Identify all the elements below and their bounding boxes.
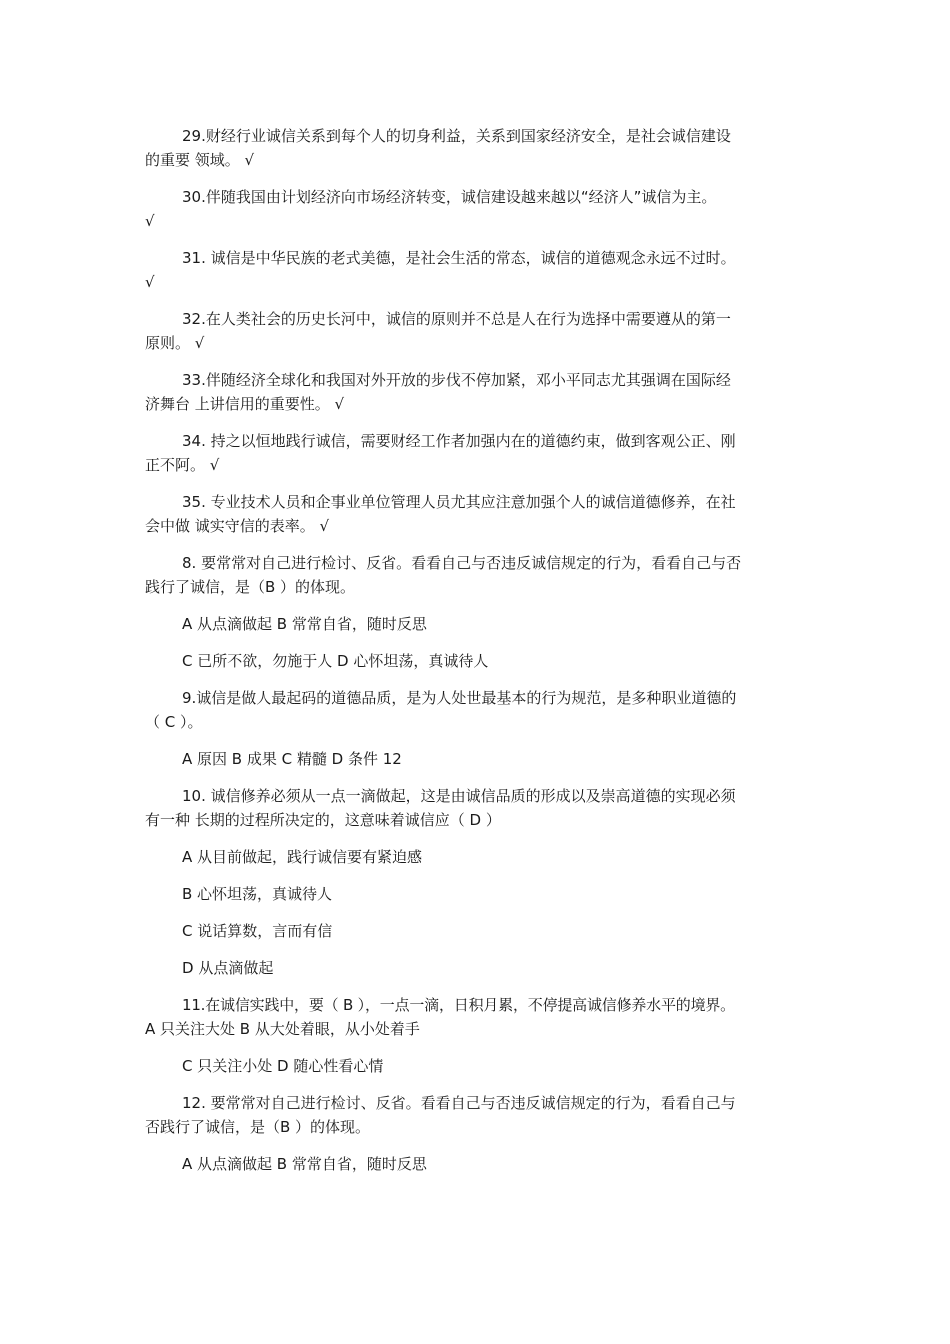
mc11-line2: A 只关注大处 B 从大处着眼，从小处着手 xyxy=(145,1020,420,1038)
mc10-option-b xyxy=(145,882,810,906)
paragraph-q32 xyxy=(145,307,810,355)
mc10-option-a-text: A 从目前做起，践行诚信要有紧迫感 xyxy=(182,848,423,866)
q35-line2: 会中做 诚实守信的表率。 √ xyxy=(145,517,330,535)
paragraph-mc9 xyxy=(145,686,810,734)
q34-line2: 正不阿。 √ xyxy=(145,456,220,474)
mc11-options-cd xyxy=(145,1054,810,1078)
mc12-options-ab-text: A 从点滴做起 B 常常自省，随时反思 xyxy=(182,1155,427,1173)
paragraph-mc10 xyxy=(145,784,810,832)
mc11-options-cd-text: C 只关注小处 D 随心性看心情 xyxy=(182,1057,384,1075)
paragraph-q35 xyxy=(145,490,810,538)
q35-line1: 35. 专业技术人员和企事业单位管理人员尤其应注意加强个人的诚信道德修养，在社 xyxy=(182,493,736,511)
q31-line1: 31. 诚信是中华民族的老式美德，是社会生活的常态，诚信的道德观念永远不过时。 xyxy=(182,249,736,267)
mc10-option-a xyxy=(145,845,810,869)
mc11-line1: 11.在诚信实践中，要（ B ），一点一滴，日积月累，不停提高诚信修养水平的境界。 xyxy=(182,996,735,1014)
q32-line2: 原则。 √ xyxy=(145,334,205,352)
q29-line1: 29.财经行业诚信关系到每个人的切身利益，关系到国家经济安全，是社会诚信建设 xyxy=(182,127,731,145)
mc12-line2: 否践行了诚信，是（B ）的体现。 xyxy=(145,1118,371,1136)
paragraph-q34 xyxy=(145,429,810,477)
mc10-option-d-text: D 从点滴做起 xyxy=(182,959,274,977)
q34-line1: 34. 持之以恒地践行诚信，需要财经工作者加强内在的道德约束，做到客观公正、刚 xyxy=(182,432,736,450)
mc10-line1: 10. 诚信修养必须从一点一滴做起，这是由诚信品质的形成以及崇高道德的实现必须 xyxy=(182,787,736,805)
mc10-line2: 有一种 长期的过程所决定的，这意味着诚信应（ D ） xyxy=(145,811,501,829)
q31-line2: √ xyxy=(145,273,155,291)
mc8-options-cd-text: C 已所不欲，勿施于人 D 心怀坦荡，真诚待人 xyxy=(182,652,489,670)
mc10-option-d xyxy=(145,956,810,980)
mc9-options-text: A 原因 B 成果 C 精髓 D 条件 12 xyxy=(182,750,402,768)
mc9-line2: （ C ）。 xyxy=(145,713,203,731)
mc9-line1: 9.诚信是做人最起码的道德品质，是为人处世最基本的行为规范，是多种职业道德的 xyxy=(182,689,737,707)
mc10-option-c xyxy=(145,919,810,943)
paragraph-q33 xyxy=(145,368,810,416)
mc12-options-ab xyxy=(145,1152,810,1176)
mc8-options-ab xyxy=(145,612,810,636)
paragraph-q30 xyxy=(145,185,810,233)
paragraph-q29 xyxy=(145,124,810,172)
document-body xyxy=(145,124,810,1189)
q30-line2: √ xyxy=(145,212,155,230)
mc10-option-c-text: C 说话算数，言而有信 xyxy=(182,922,333,940)
paragraph-mc11 xyxy=(145,993,810,1041)
mc8-line1: 8. 要常常对自己进行检讨、反省。看看自己与否违反诚信规定的行为，看看自己与否 xyxy=(182,554,742,572)
q30-line1: 30.伴随我国由计划经济向市场经济转变，诚信建设越来越以“经济人”诚信为主。 xyxy=(182,188,717,206)
paragraph-mc12 xyxy=(145,1091,810,1139)
mc9-options xyxy=(145,747,810,771)
mc8-options-ab-text: A 从点滴做起 B 常常自省，随时反思 xyxy=(182,615,427,633)
q33-line1: 33.伴随经济全球化和我国对外开放的步伐不停加紧，邓小平同志尤其强调在国际经 xyxy=(182,371,731,389)
paragraph-mc8 xyxy=(145,551,810,599)
mc10-option-b-text: B 心怀坦荡，真诚待人 xyxy=(182,885,333,903)
mc8-line2: 践行了诚信，是（B ）的体现。 xyxy=(145,578,356,596)
q33-line2: 济舞台 上讲信用的重要性。 √ xyxy=(145,395,345,413)
mc8-options-cd xyxy=(145,649,810,673)
mc12-line1: 12. 要常常对自己进行检讨、反省。看看自己与否违反诚信规定的行为，看看自己与 xyxy=(182,1094,736,1112)
paragraph-q31 xyxy=(145,246,810,294)
q32-line1: 32.在人类社会的历史长河中，诚信的原则并不总是人在行为选择中需要遵从的第一 xyxy=(182,310,731,328)
q29-line2: 的重要 领域。 √ xyxy=(145,151,255,169)
